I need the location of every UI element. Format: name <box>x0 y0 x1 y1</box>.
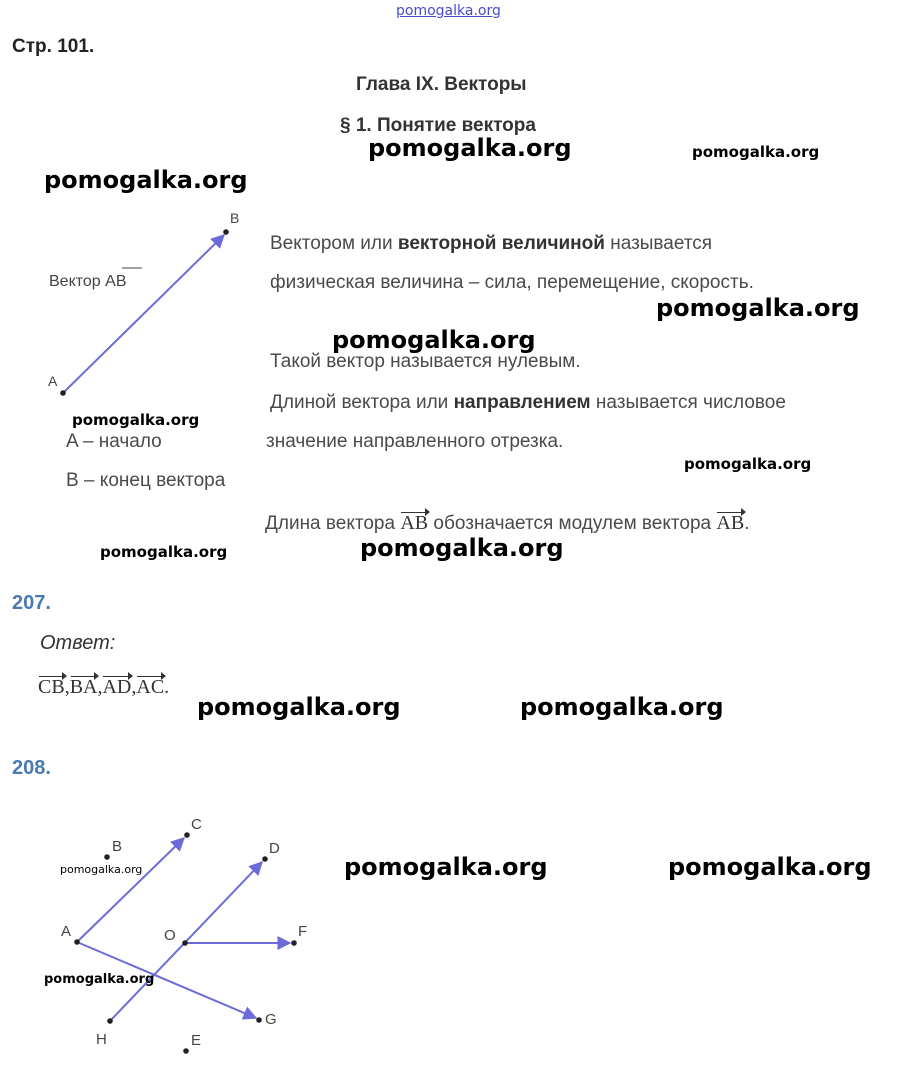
vector-ac: AC <box>136 676 165 698</box>
section-title: § 1. Понятие вектора <box>340 115 536 136</box>
point-c-dot <box>184 832 190 838</box>
point-b-label: B <box>112 838 123 855</box>
point-g-label: G <box>265 1011 277 1028</box>
watermark: pomogalka.org <box>344 853 548 881</box>
point-f-label: F <box>298 923 308 940</box>
watermark: pomogalka.org <box>60 863 143 876</box>
definition-line-3: Такой вектор называется нулевым. <box>270 351 581 372</box>
vector-length-line: Длина вектора AB обозначается модулем вектора AB. <box>265 512 750 534</box>
page-reference: Стр. 101. <box>12 36 95 57</box>
end-point-label: B – конец вектора <box>66 470 226 491</box>
watermark: pomogalka.org <box>368 134 572 162</box>
watermark: pomogalka.org <box>44 166 248 194</box>
point-b-dot <box>223 229 229 235</box>
start-point-label: A – начало <box>66 431 162 452</box>
vector-ad: AD <box>102 676 132 698</box>
watermark: pomogalka.org <box>360 534 564 562</box>
watermark: pomogalka.org <box>692 143 820 161</box>
point-h-dot <box>107 1018 113 1024</box>
task-207-number: 207. <box>12 592 51 614</box>
definition-line-2: физическая величина – сила, перемещение, скорость. <box>270 272 754 293</box>
task-208-figure <box>40 805 330 1065</box>
point-a-label: A <box>48 373 58 389</box>
task-207-answer: CB,BA,AD,AC. <box>38 676 170 698</box>
point-h-label: H <box>96 1031 107 1048</box>
point-e-dot <box>183 1048 189 1054</box>
point-b-label: B <box>230 210 240 226</box>
vector-ab-symbol: AB <box>716 512 745 534</box>
watermark: pomogalka.org <box>684 455 812 473</box>
point-b-dot <box>104 854 110 860</box>
point-e-label: E <box>191 1032 202 1049</box>
watermark: pomogalka.org <box>72 411 200 429</box>
task-208-number: 208. <box>12 757 51 779</box>
watermark: pomogalka.org <box>44 972 155 987</box>
watermark: pomogalka.org <box>332 326 536 354</box>
point-d-dot <box>262 856 268 862</box>
watermark: pomogalka.org <box>520 693 724 721</box>
point-a-dot <box>74 939 80 945</box>
vector-ab-label: Вектор AB <box>49 273 127 290</box>
vector-ab-symbol: AB <box>400 512 429 534</box>
chapter-title: Глава IX. Векторы <box>356 74 527 95</box>
watermark-top-link[interactable]: pomogalka.org <box>396 3 501 19</box>
vector-cb: CB <box>38 676 65 698</box>
point-o-dot <box>182 940 188 946</box>
definition-line-1: Вектором или векторной величиной называется <box>270 233 713 254</box>
vector-ba: BA <box>69 676 98 698</box>
vector-ab-figure <box>40 205 260 400</box>
watermark: pomogalka.org <box>197 693 401 721</box>
point-a-label: A <box>61 923 72 940</box>
watermark: pomogalka.org <box>100 543 228 561</box>
vector-ab-line <box>63 235 224 393</box>
point-f-dot <box>291 940 297 946</box>
task-207-answer-label: Ответ: <box>40 632 116 654</box>
point-o-label: O <box>164 927 176 944</box>
watermark: pomogalka.org <box>656 294 860 322</box>
definition-line-4: Длиной вектора или направлением называется числовое <box>270 392 786 413</box>
point-a-dot <box>60 390 66 396</box>
point-g-dot <box>256 1017 262 1023</box>
watermark: pomogalka.org <box>668 853 872 881</box>
point-d-label: D <box>269 840 280 857</box>
definition-line-5: значение направленного отрезка. <box>266 431 564 452</box>
point-c-label: C <box>191 816 202 833</box>
